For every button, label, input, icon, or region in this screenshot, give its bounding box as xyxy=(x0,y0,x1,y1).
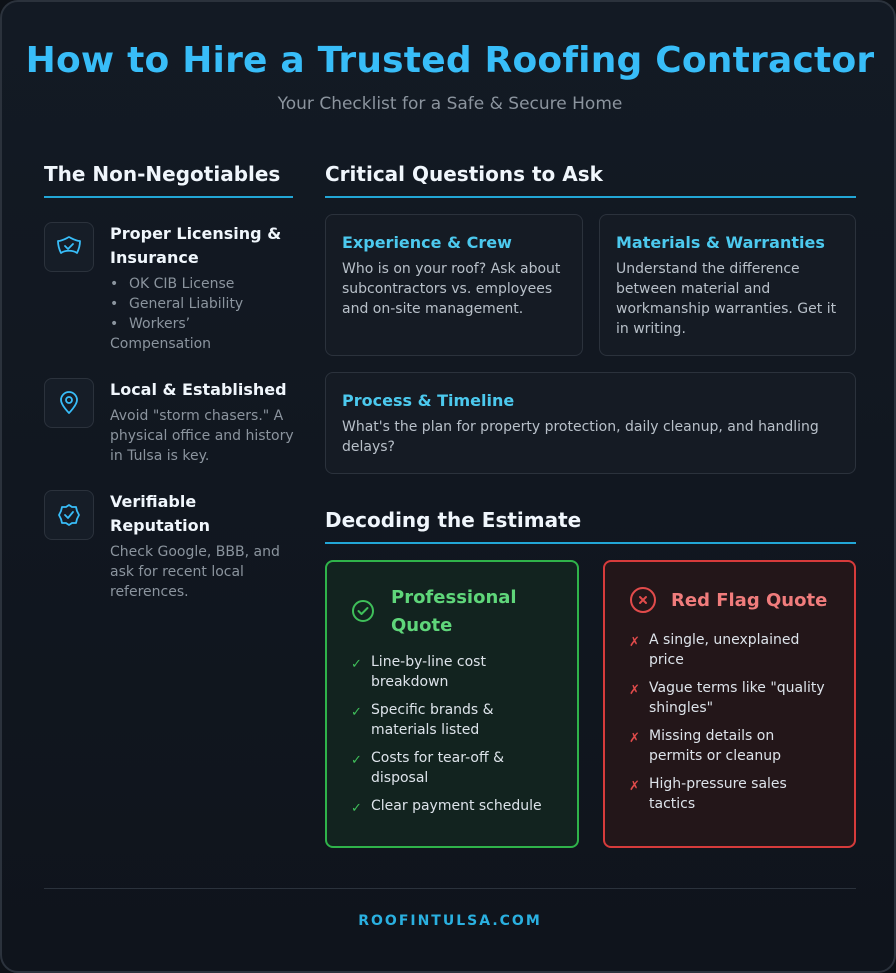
non-negotiables-heading: The Non-Negotiables xyxy=(44,162,281,186)
list-item: • OK CIB License xyxy=(110,274,294,294)
licensing-bullet-list xyxy=(110,274,294,354)
page-subtitle: Your Checklist for a Safe & Secure Home xyxy=(277,94,623,114)
card-title: Process & Timeline xyxy=(342,391,515,410)
professional-quote-title: Professional Quote xyxy=(391,587,517,636)
footer-site-link[interactable]: ROOFINTULSA.COM xyxy=(358,913,542,929)
card-desc: What's the plan for property protection, daily cleanup, and handling delays? xyxy=(342,419,819,455)
questions-divider xyxy=(325,196,856,198)
non-negotiable-title: Local & Established xyxy=(110,380,287,399)
red-flag-quote-title: Red Flag Quote xyxy=(671,590,828,611)
badge-check-icon xyxy=(44,490,94,540)
card-desc: Understand the difference between material and workmanship warranties. Get it in writing. xyxy=(616,261,837,337)
list-item: ✗ High-pressure sales tactics xyxy=(629,776,787,812)
footer-divider xyxy=(44,888,856,889)
question-card-materials xyxy=(599,214,856,356)
page-title: How to Hire a Trusted Roofing Contractor xyxy=(25,40,875,81)
list-item: ✓ Costs for tear-off & disposal xyxy=(351,750,504,786)
professional-quote-box xyxy=(325,560,579,848)
question-card-process xyxy=(325,372,856,474)
x-circle-icon xyxy=(629,584,671,618)
card-desc: Who is on your roof? Ask about subcontractors vs. employees and on-site management. xyxy=(342,261,561,317)
card-title: Experience & Crew xyxy=(342,233,512,252)
non-negotiables-divider xyxy=(44,196,293,198)
estimate-heading: Decoding the Estimate xyxy=(325,508,582,532)
list-item: ✓ Clear payment schedule xyxy=(351,798,542,816)
list-item: ✗ Vague terms like "quality shingles" xyxy=(629,680,825,716)
estimate-divider xyxy=(325,542,856,544)
list-item: ✓ Line-by-line cost breakdown xyxy=(351,654,486,690)
non-negotiable-title: Proper Licensing & Insurance xyxy=(110,224,282,267)
non-negotiable-desc: Check Google, BBB, and ask for recent local references. xyxy=(110,544,280,600)
list-item: ✓ Specific brands & materials listed xyxy=(351,702,494,738)
questions-heading: Critical Questions to Ask xyxy=(325,162,603,186)
card-title: Materials & Warranties xyxy=(616,233,825,252)
question-card-experience xyxy=(325,214,583,356)
list-item: ✗ Missing details on permits or cleanup xyxy=(629,728,781,764)
non-negotiable-desc: Avoid "storm chasers." A physical office and history in Tulsa is key. xyxy=(110,408,294,464)
list-item: ✗ A single, unexplained price xyxy=(629,632,800,668)
red-flag-quote-box xyxy=(603,560,856,848)
professional-quote-list xyxy=(351,652,553,819)
list-item: • General Liability xyxy=(110,294,294,314)
red-flag-quote-list xyxy=(629,630,830,814)
non-negotiable-title: Verifiable Reputation xyxy=(110,492,210,535)
shield-check-icon xyxy=(44,222,94,272)
check-circle-icon xyxy=(351,597,391,627)
map-pin-icon xyxy=(44,378,94,428)
list-item: • Workers’ Compensation xyxy=(110,314,294,354)
